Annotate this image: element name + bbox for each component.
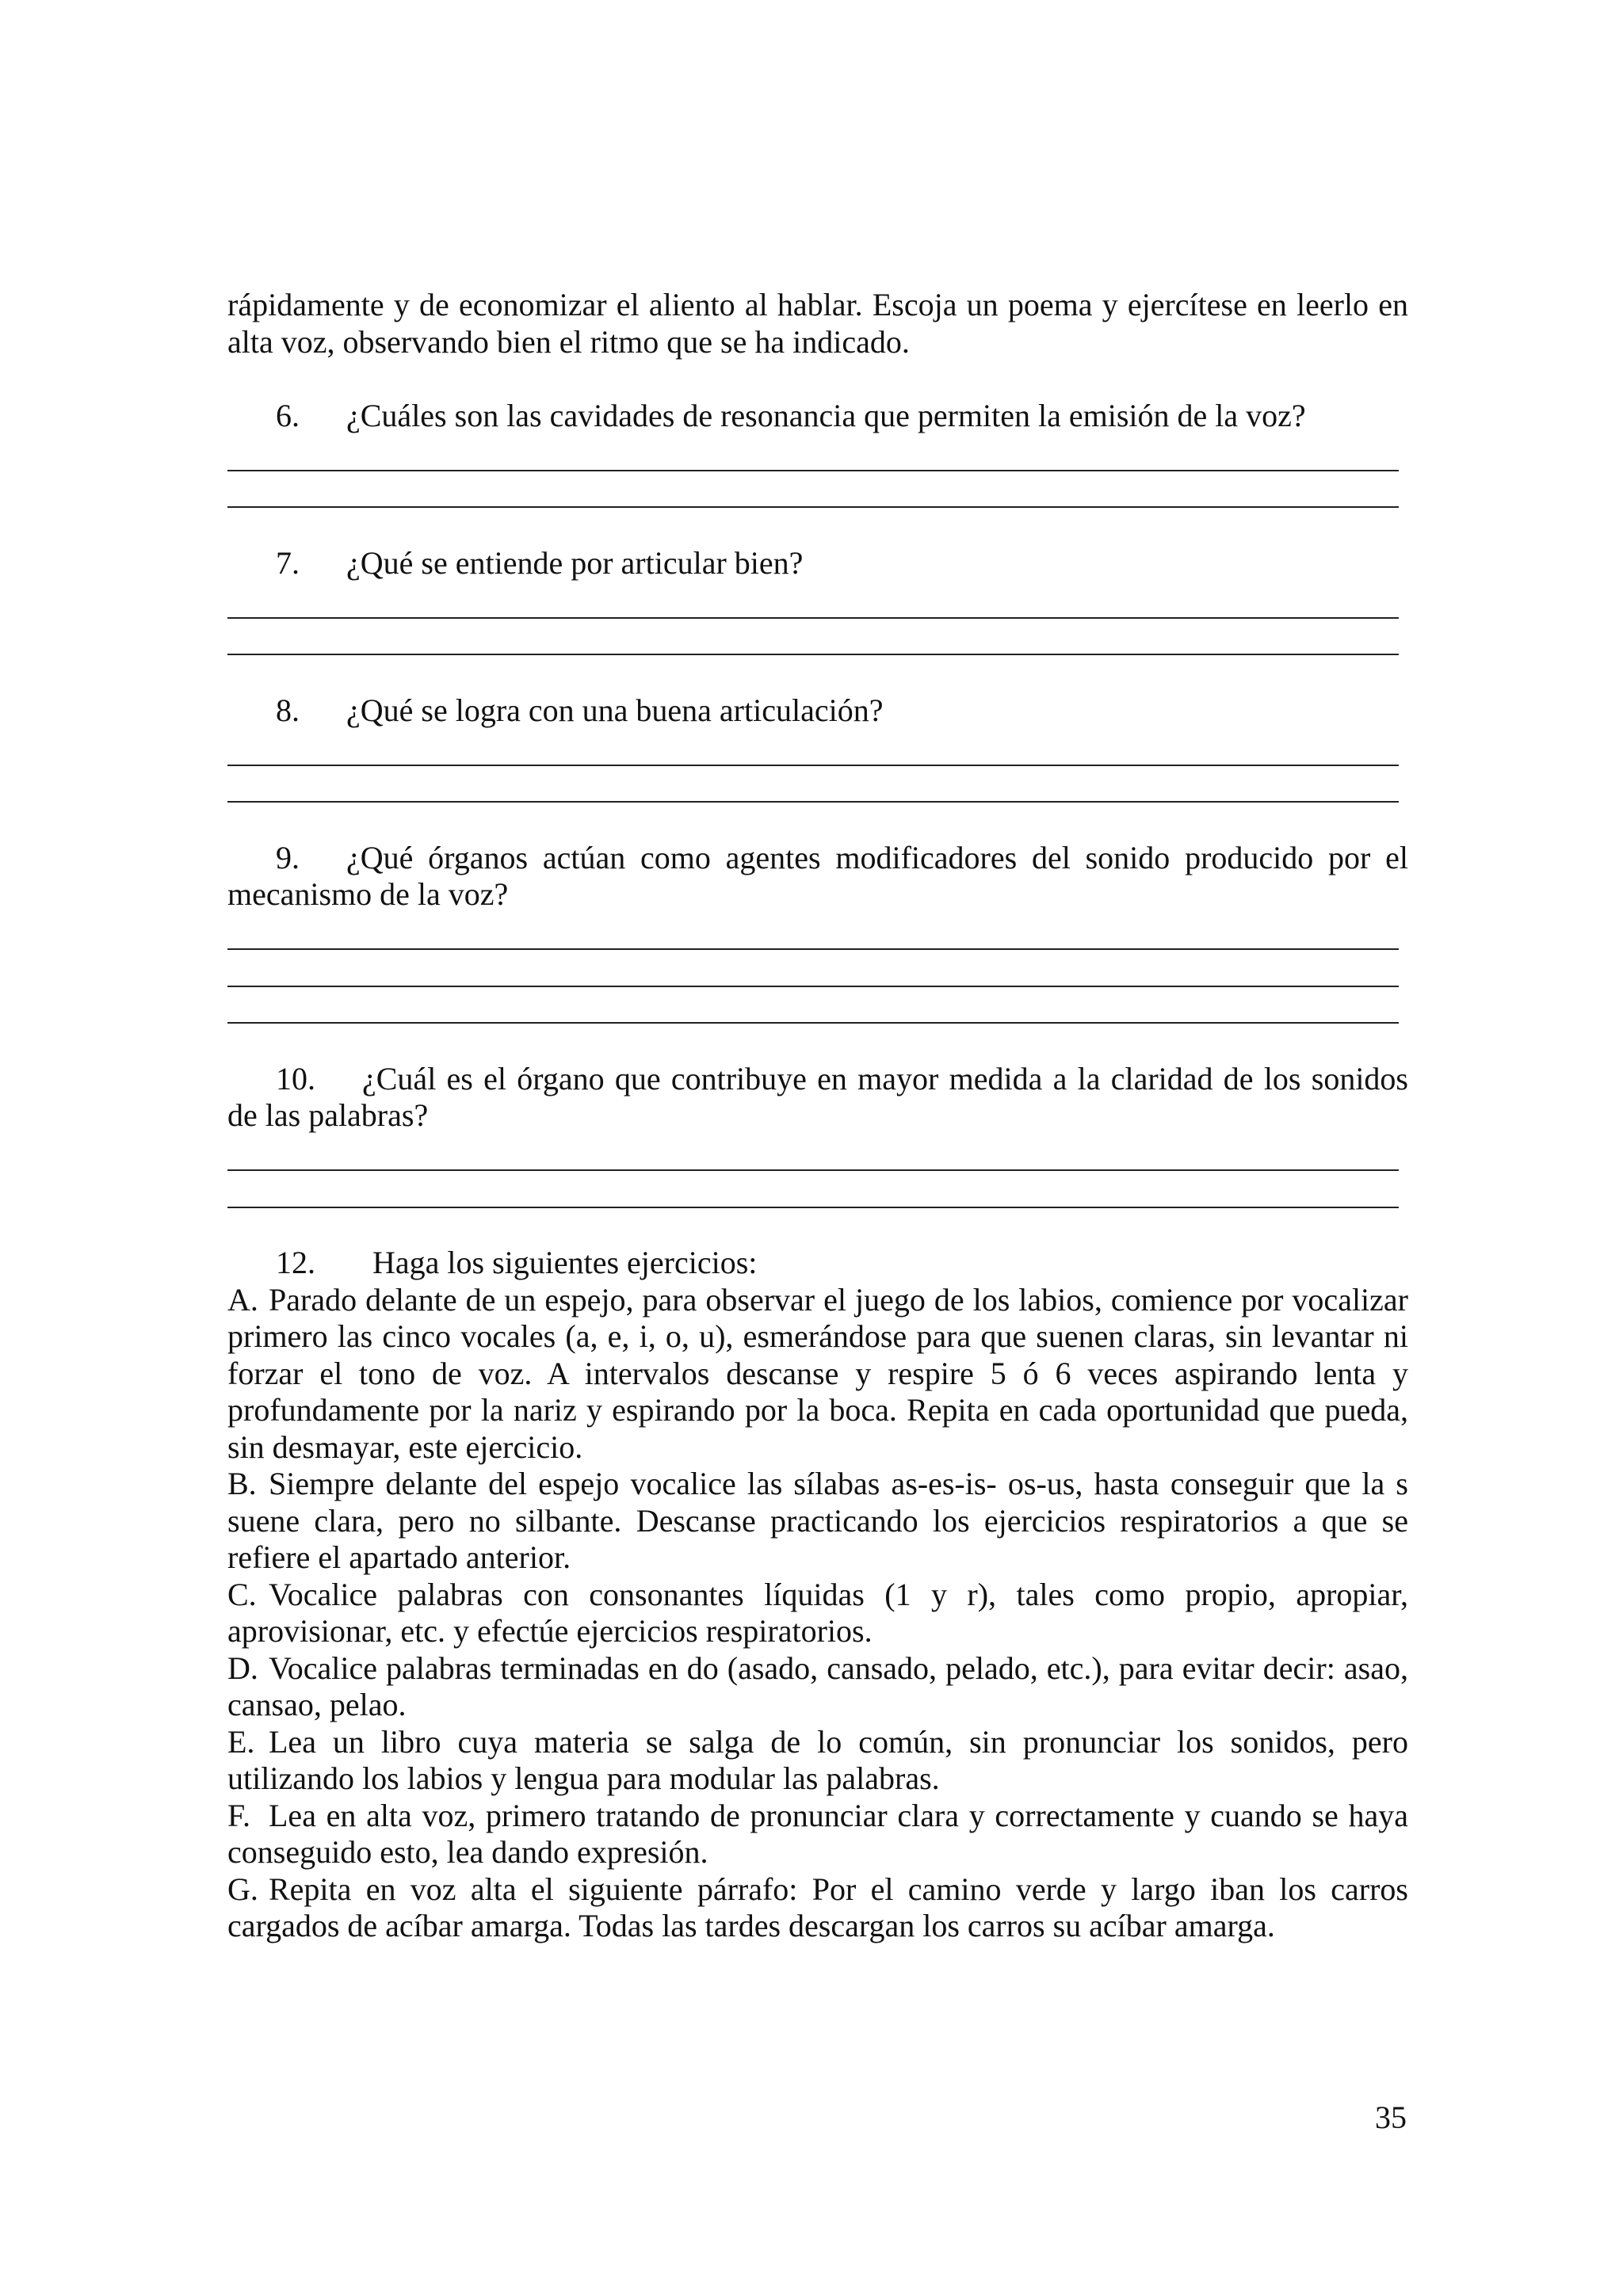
document-page xyxy=(227,287,1408,1945)
answer-line[interactable] xyxy=(227,950,1399,987)
exercise-letter: B. xyxy=(227,1466,257,1501)
spacer xyxy=(227,1024,1408,1061)
exercise-letter: A. xyxy=(227,1281,258,1318)
answer-line[interactable] xyxy=(227,1171,1399,1208)
answer-line[interactable] xyxy=(227,471,1399,509)
exercise-item-d xyxy=(227,1650,1408,1724)
exercise-item-e xyxy=(227,1724,1408,1798)
question-6 xyxy=(227,398,1408,435)
answer-line[interactable] xyxy=(227,766,1399,803)
question-number: 9. xyxy=(276,839,300,875)
exercise-text: Vocalice palabras terminadas en do (asado, cansado, pelado, etc.), para evitar decir: asao, cansao, pelao. xyxy=(227,1650,1408,1722)
exercise-letter: G. xyxy=(227,1871,258,1907)
answer-line[interactable] xyxy=(227,913,1399,951)
answer-line[interactable] xyxy=(227,619,1399,656)
exercise-item-c xyxy=(227,1577,1408,1650)
spacer xyxy=(227,655,1408,692)
question-9 xyxy=(227,840,1408,913)
question-text: ¿Cuál es el órgano que contribuye en mayor medida a la claridad de los sonidos de las palabras? xyxy=(227,1060,1408,1133)
question-10 xyxy=(227,1061,1408,1135)
exercise-item-a xyxy=(227,1282,1408,1466)
exercise-text: Lea en alta voz, primero tratando de pronunciar clara y correctamente y cuando se haya conseguido esto, lea dando expresión. xyxy=(227,1797,1408,1870)
question-number: 10. xyxy=(276,1060,315,1097)
question-text: ¿Cuáles son las cavidades de resonancia que permiten la emisión de la voz? xyxy=(346,397,1306,433)
exercises-title: Haga los siguientes ejercicios: xyxy=(372,1245,758,1280)
answer-line[interactable] xyxy=(227,729,1399,766)
spacer xyxy=(227,360,1408,398)
exercise-text: Vocalice palabras con consonantes líquidas (1 y r), tales como propio, apropiar, aprovisionar, etc. y efectúe ejercicios respiratorios. xyxy=(227,1576,1408,1649)
exercise-text: Parado delante de un espejo, para observar el juego de los labios, comience por vocalizar primero las cinco vocales (a, e, i, o, u), esmerándose para que suenen claras, sin levantar ni forzar el tono de voz. A intervalos descanse y respire 5 ó 6 veces aspirando lenta y profundamente por la nariz y espirando por la boca. Repita en cada oportunidad que pueda, sin desmayar, este ejercicio. xyxy=(227,1281,1408,1465)
question-number: 7. xyxy=(276,544,300,581)
exercises-number: 12. xyxy=(276,1245,315,1280)
exercise-letter: F. xyxy=(227,1797,251,1833)
exercise-item-b xyxy=(227,1466,1408,1577)
exercises-heading xyxy=(227,1245,1408,1282)
question-text: ¿Qué se entiende por articular bien? xyxy=(346,544,804,581)
question-7 xyxy=(227,545,1408,582)
question-text: ¿Qué se logra con una buena articulación? xyxy=(346,692,884,728)
question-8 xyxy=(227,692,1408,730)
page-number: 35 xyxy=(1375,2100,1407,2135)
exercise-text: Lea un libro cuya materia se salga de lo común, sin pronunciar los sonidos, pero utilizando los labios y lengua para modular las palabras. xyxy=(227,1723,1408,1796)
exercise-text: Siempre delante del espejo vocalice las sílabas as-es-is- os-us, hasta conseguir que la s suene clara, pero no silbante. Descanse practicando los ejercicios respiratorios a que se refiere el apartado anterior. xyxy=(227,1466,1408,1575)
exercise-text: Repita en voz alta el siguiente párrafo: Por el camino verde y largo iban los carros cargados de acíbar amarga. Todas las tardes descargan los carros su acíbar amarga. xyxy=(227,1871,1408,1943)
exercise-item-f xyxy=(227,1798,1408,1871)
spacer xyxy=(227,508,1408,545)
exercise-item-g xyxy=(227,1871,1408,1945)
intro-paragraph: rápidamente y de economizar el aliento al hablar. Escoja un poema y ejercítese en leerlo en alta voz, observando bien el ritmo que se ha indicado. xyxy=(227,287,1408,360)
answer-line[interactable] xyxy=(227,582,1399,619)
spacer xyxy=(227,1208,1408,1245)
answer-line[interactable] xyxy=(227,987,1399,1024)
answer-line[interactable] xyxy=(227,434,1399,471)
answer-line[interactable] xyxy=(227,1135,1399,1172)
spacer xyxy=(227,803,1408,840)
question-number: 6. xyxy=(276,397,300,433)
exercise-letter: C. xyxy=(227,1576,257,1612)
exercise-letter: D. xyxy=(227,1650,258,1686)
exercise-letter: E. xyxy=(227,1723,255,1760)
question-text: ¿Qué órganos actúan como agentes modificadores del sonido producido por el mecanismo de la voz? xyxy=(227,839,1408,912)
question-number: 8. xyxy=(276,692,300,728)
